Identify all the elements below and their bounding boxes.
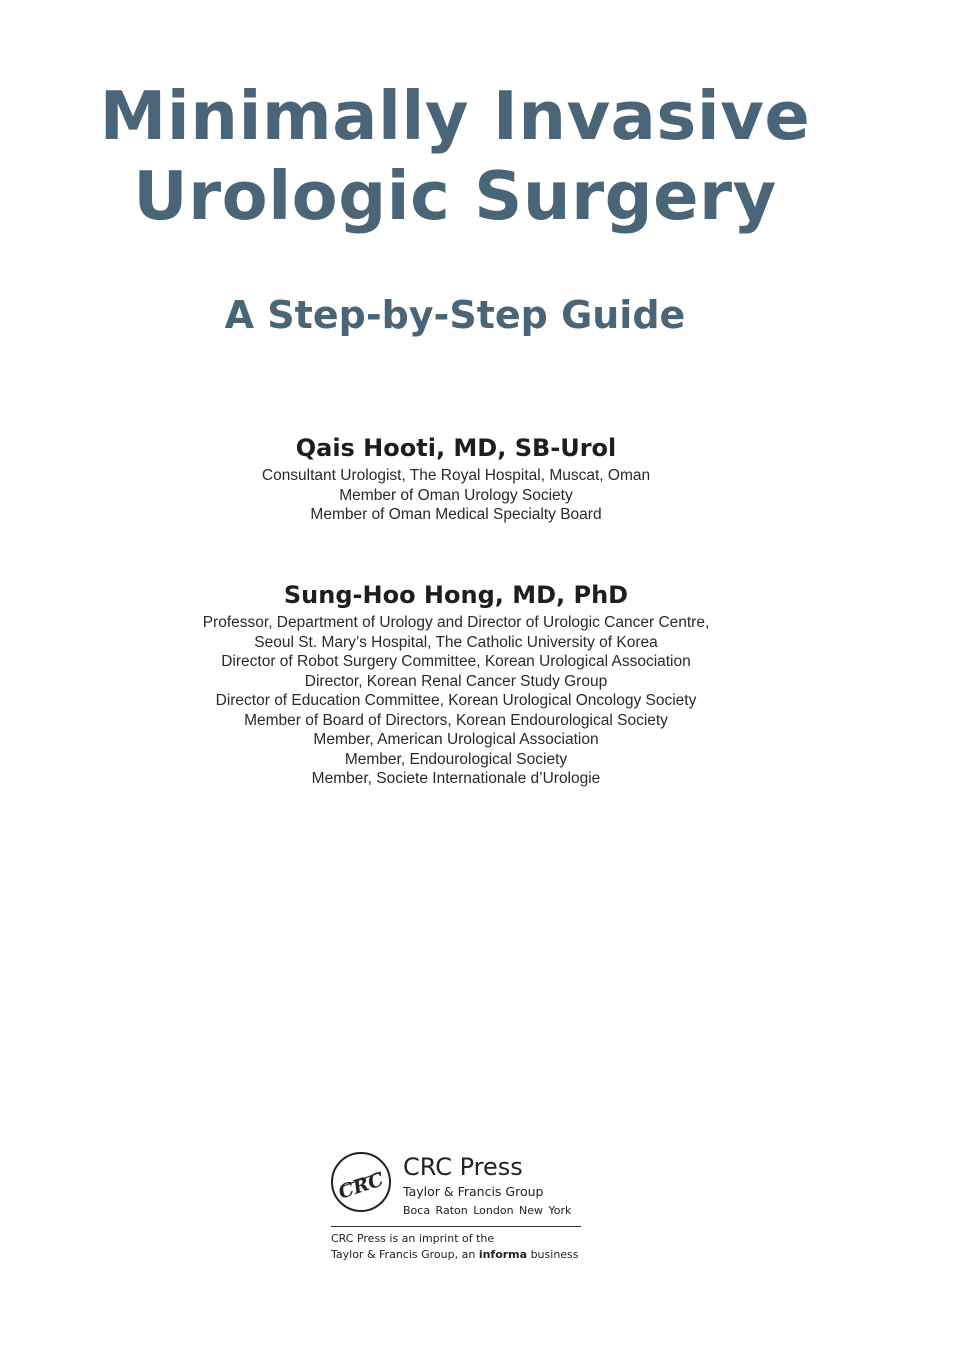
affiliation-line: Member, Societe Internationale d’Urologie: [311, 770, 601, 787]
author-name: Qais Hooti, MD, SB-Urol: [295, 434, 617, 462]
affiliation-line: Member of Oman Urology Society: [339, 486, 573, 504]
publisher-imprint: [331, 1150, 591, 1270]
affiliation-line: Member, Endourological Society: [344, 750, 568, 768]
publisher-cities: Boca Raton London New York: [403, 1204, 572, 1217]
affiliation-list: [0, 466, 912, 525]
publisher-name: CRC Press: [403, 1153, 523, 1181]
crc-logo-graphic: [333, 1154, 389, 1210]
affiliation-line: Director of Robot Surgery Committee, Korean Urological Association: [221, 653, 691, 670]
affiliation-line: Member of Oman Medical Specialty Board: [310, 506, 602, 523]
publisher-divider: [331, 1226, 581, 1227]
imprint-line-2-suffix: business: [527, 1247, 579, 1261]
author-block-1: [0, 433, 912, 525]
affiliation-line: Member of Board of Directors, Korean Endourological Society: [244, 711, 668, 729]
affiliation-line: Seoul St. Mary’s Hospital, The Catholic University of Korea: [254, 633, 658, 651]
book-title-line-2: Urologic Surgery: [133, 157, 777, 235]
affiliation-line: Member, American Urological Association: [313, 731, 599, 748]
crc-logo-text: CRC: [335, 1168, 387, 1204]
affiliation-line: Professor, Department of Urology and Director of Urologic Cancer Centre,: [202, 614, 710, 631]
imprint-note: [331, 1231, 579, 1262]
imprint-line-1: CRC Press is an imprint of the: [331, 1232, 495, 1245]
crc-press-logo-icon: [331, 1152, 391, 1212]
imprint-line-2-prefix: Taylor & Francis Group, an: [331, 1247, 479, 1261]
book-title: [0, 76, 910, 236]
publisher-group: Taylor & Francis Group: [403, 1184, 544, 1199]
affiliation-list: [0, 613, 912, 789]
affiliation-line: Director, Korean Renal Cancer Study Group: [304, 672, 608, 690]
affiliation-line: Director of Education Committee, Korean Urological Oncology Society: [215, 692, 697, 709]
informa-brand: informa: [478, 1247, 528, 1261]
author-name: Sung-Hoo Hong, MD, PhD: [283, 581, 629, 609]
imprint-line-2: [331, 1247, 579, 1263]
book-title-line-1: Minimally Invasive: [99, 77, 811, 155]
author-block-2: [0, 580, 912, 789]
affiliation-line: Consultant Urologist, The Royal Hospital, Muscat, Oman: [261, 467, 651, 484]
book-subtitle: A Step-by-Step Guide: [224, 293, 686, 337]
